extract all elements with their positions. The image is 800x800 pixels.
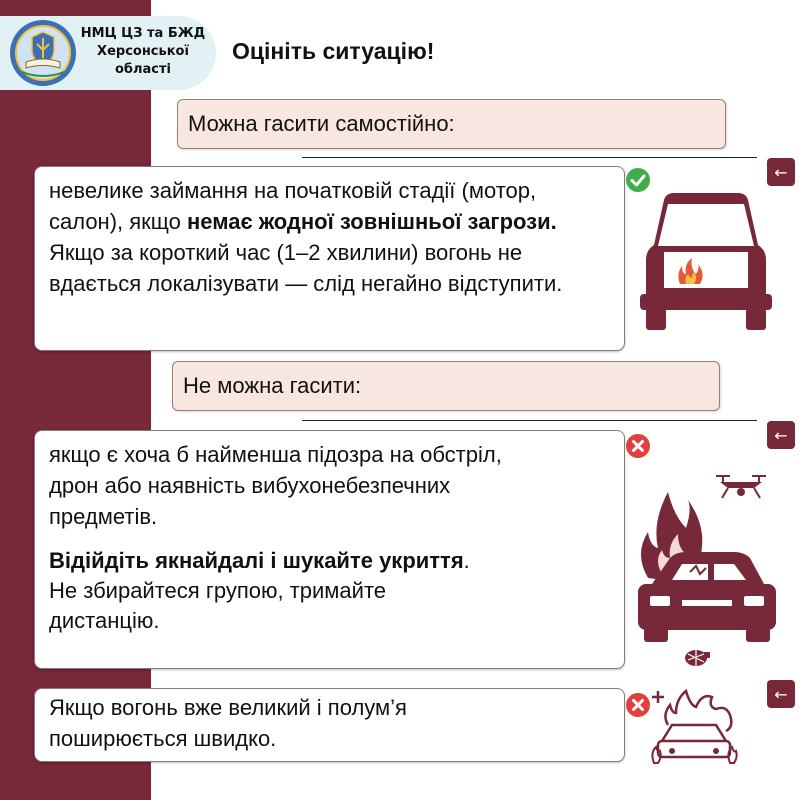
large-fire-text: Якщо вогонь вже великий і полум’я поширюється швидко. [49, 695, 407, 751]
organization-logo [8, 18, 78, 88]
back-arrow-button[interactable] [767, 421, 795, 449]
can-extinguish-text-part: Якщо за короткий час (1–2 хвилини) вогонь не вдається локалізувати — слід негайно відступити. [49, 240, 563, 296]
cannot-extinguish-heading [172, 361, 720, 411]
cross-icon [626, 693, 650, 717]
back-arrow-icon: ← [774, 684, 788, 704]
can-extinguish-text-bold: немає жодної зовнішньої загрози. [187, 209, 557, 234]
can-extinguish-text [49, 175, 614, 299]
back-arrow-icon: ← [774, 162, 788, 182]
car-engine-fire-icon [636, 190, 776, 335]
check-icon [626, 168, 650, 192]
can-extinguish-heading-label: Можна гасити самостійно: [188, 111, 455, 136]
can-extinguish-heading [177, 99, 726, 149]
can-extinguish-text-part: невелике займання на початковій стадії (мотор, салон), якщо [49, 178, 537, 234]
organization-name: НМЦ ЦЗ та БЖД Херсонської області [80, 26, 206, 77]
cannot-extinguish-card [34, 430, 625, 669]
back-arrow-button[interactable] [767, 680, 795, 708]
divider [302, 420, 757, 421]
cannot-extinguish-advice-bold: Відійдіть якнайдалі і шукайте укриття [49, 548, 464, 573]
page-title: Оцініть ситуацію! [232, 38, 435, 64]
left-accent-band [0, 0, 151, 800]
cannot-extinguish-text: якщо є хоча б найменша підозра на обстріл, дрон або наявність вибухонебезпечних предметів. [49, 442, 502, 529]
large-fire-card [34, 688, 625, 762]
organization-badge [0, 16, 216, 90]
back-arrow-button[interactable] [767, 158, 795, 186]
cannot-extinguish-advice [49, 546, 614, 636]
car-engulfed-in-fire-icon [650, 685, 740, 765]
cannot-extinguish-heading-label: Не можна гасити: [183, 373, 362, 398]
cross-icon [626, 434, 650, 458]
can-extinguish-card [34, 166, 625, 351]
cannot-extinguish-advice-end: . [463, 548, 470, 573]
back-arrow-icon: ← [774, 425, 788, 445]
cannot-extinguish-advice-text: Не збирайтеся групою, тримайте дистанцію. [49, 578, 387, 633]
divider [302, 157, 757, 158]
burning-car-icon [630, 488, 780, 668]
